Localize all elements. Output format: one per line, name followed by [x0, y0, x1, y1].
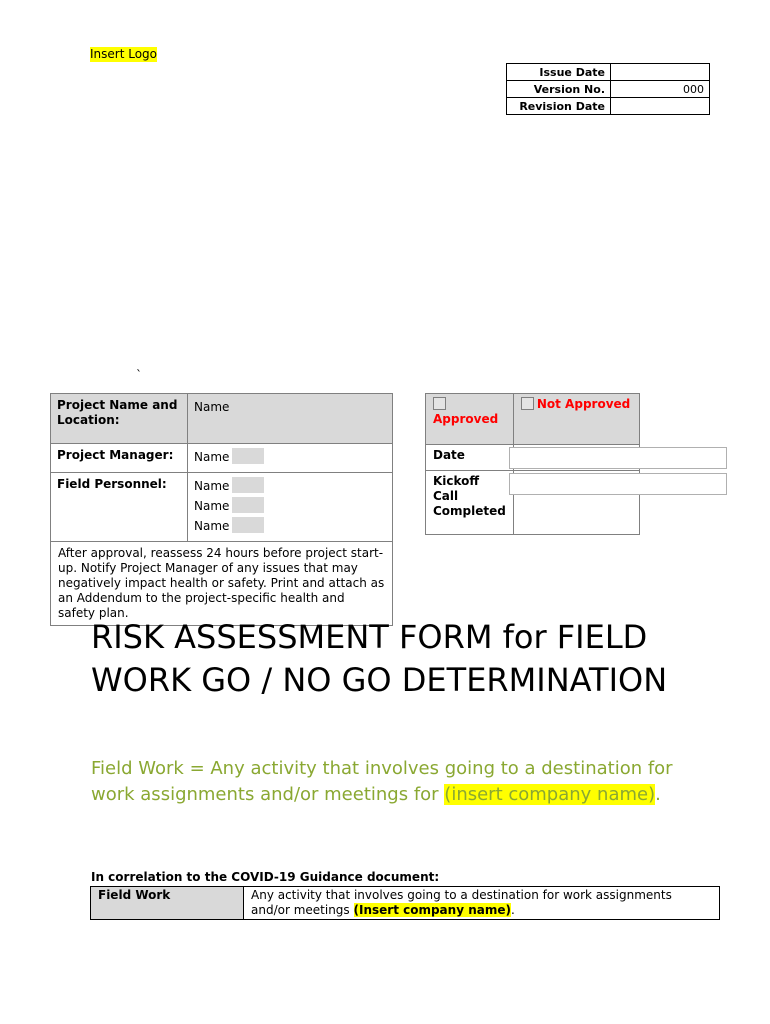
- date-input[interactable]: [509, 447, 727, 469]
- kickoff-label: Kickoff Call Completed: [426, 471, 514, 535]
- project-manager-label: Project Manager:: [51, 444, 188, 473]
- reassessment-note: After approval, reassess 24 hours before project start-up. Notify Project Manager of any issues that may negatively impact health or safety. Print and attach as an Addendum to the project-specific health and safety plan.: [51, 542, 393, 626]
- field-personnel-value-2: Name: [194, 499, 230, 513]
- project-location-row: [51, 394, 393, 444]
- definition-cell-end: .: [510, 903, 515, 917]
- field-work-definition-cell: [244, 887, 720, 920]
- issue-date-value[interactable]: [611, 64, 710, 81]
- document-control-table: [506, 63, 710, 115]
- field-work-table: [90, 886, 720, 920]
- field-work-row: [91, 887, 720, 920]
- date-label: Date: [426, 445, 514, 471]
- company-name-placeholder-bold: (Insert company name): [353, 903, 511, 917]
- version-label: Version No.: [507, 81, 611, 98]
- field-work-definition-text: Field Work = Any activity that involves going to a destination for work assignments and/or meetings for: [91, 758, 673, 805]
- project-location-value: Name: [194, 400, 230, 414]
- issue-date-label: Issue Date: [507, 64, 611, 81]
- not-approved-cell[interactable]: [513, 394, 639, 445]
- definition-end: .: [655, 784, 661, 805]
- field-work-definition-body: Any activity that involves going to a destination for work assignments and/or meetings: [251, 888, 672, 917]
- text-field-blank[interactable]: [232, 398, 264, 414]
- approved-cell[interactable]: [426, 394, 514, 445]
- page-title: RISK ASSESSMENT FORM for FIELD WORK GO / NO GO DETERMINATION: [91, 618, 668, 699]
- project-location-cell[interactable]: [188, 394, 393, 444]
- not-approved-label: Not Approved: [536, 397, 631, 411]
- field-personnel-value-3: Name: [194, 519, 230, 533]
- text-field-blank[interactable]: [232, 448, 264, 464]
- not-approved-checkbox[interactable]: [521, 397, 534, 410]
- revision-date-label: Revision Date: [507, 98, 611, 115]
- field-personnel-cell[interactable]: [188, 473, 393, 542]
- field-personnel-row: [51, 473, 393, 542]
- project-location-label: Project Name and Location:: [51, 394, 188, 444]
- project-manager-row: [51, 444, 393, 473]
- stray-mark: `: [136, 368, 142, 382]
- issue-date-row: [507, 64, 710, 81]
- text-field-blank[interactable]: [232, 477, 264, 493]
- field-personnel-label: Field Personnel:: [51, 473, 188, 542]
- kickoff-input[interactable]: [509, 473, 727, 495]
- note-row: [51, 542, 393, 626]
- approved-label: Approved: [433, 412, 499, 426]
- revision-date-row: [507, 98, 710, 115]
- field-personnel-value-1: Name: [194, 479, 230, 493]
- correlation-heading: In correlation to the COVID-19 Guidance document:: [91, 870, 440, 884]
- field-work-term: Field Work: [91, 887, 244, 920]
- project-manager-cell[interactable]: [188, 444, 393, 473]
- project-manager-value: Name: [194, 450, 230, 464]
- version-row: [507, 81, 710, 98]
- company-name-placeholder: (insert company name): [444, 784, 656, 805]
- project-info-table: [50, 393, 393, 626]
- approved-checkbox[interactable]: [433, 397, 446, 410]
- text-field-blank[interactable]: [232, 517, 264, 533]
- version-value[interactable]: 000: [611, 81, 710, 98]
- text-field-blank[interactable]: [232, 497, 264, 513]
- field-work-definition: [91, 756, 711, 808]
- insert-logo-placeholder: Insert Logo: [90, 47, 158, 61]
- approval-row: [426, 394, 640, 445]
- revision-date-value[interactable]: [611, 98, 710, 115]
